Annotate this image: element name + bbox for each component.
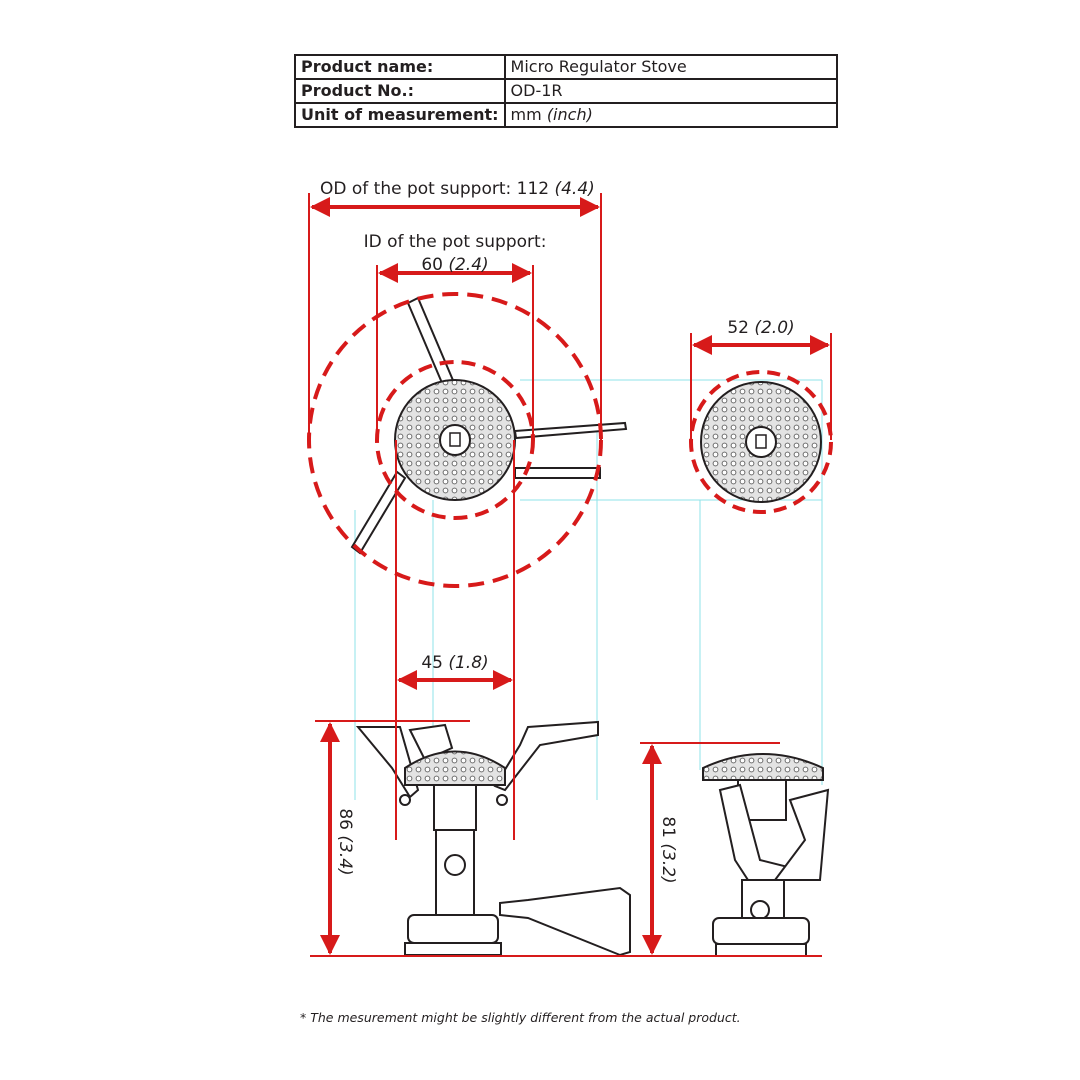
stove-folded-top-view	[691, 372, 831, 512]
burner-dimension-label: 52 (2.0)	[727, 318, 795, 338]
valve-knob-folded	[751, 901, 769, 919]
stove-top-view	[309, 294, 626, 586]
valve-handle	[500, 888, 630, 955]
product-name-value: Micro Regulator Stove	[505, 55, 837, 79]
pot-support-left	[358, 727, 418, 797]
footnote: * The mesurement might be slightly different from the actual product.	[300, 1010, 741, 1025]
unit-label: Unit of measurement:	[295, 103, 505, 127]
pot-support-right	[495, 722, 598, 790]
unit-mm: mm	[510, 105, 542, 124]
head-dimension-label: 45 (1.8)	[421, 653, 489, 673]
body-height-label: 81 (3.2)	[658, 816, 678, 884]
burner-head-side	[405, 752, 505, 786]
regulator-body	[434, 785, 476, 830]
od-dimension-label: OD of the pot support: 112 (4.4)	[320, 179, 595, 199]
id-dimension-value: 60 (2.4)	[421, 255, 489, 275]
canister-base-folded	[716, 944, 806, 956]
stove-side-view	[358, 722, 630, 955]
product-no-value: OD-1R	[505, 79, 837, 103]
canister-mount-folded	[713, 918, 809, 944]
burner-jet	[450, 433, 460, 446]
pivot-left	[400, 795, 410, 805]
pivot-right	[497, 795, 507, 805]
total-height-label: 86 (3.4)	[335, 808, 355, 876]
stove-folded-side-view	[703, 754, 828, 956]
canister-mount	[408, 915, 498, 943]
product-no-label: Product No.:	[295, 79, 505, 103]
burner-jet-folded	[756, 435, 766, 448]
unit-inch: (inch)	[546, 105, 593, 124]
valve-knob-side	[445, 855, 465, 875]
canister-base	[405, 943, 501, 955]
product-name-label: Product name:	[295, 55, 505, 79]
burner-head-folded-side	[703, 754, 823, 780]
id-dimension-title: ID of the pot support:	[363, 232, 547, 252]
